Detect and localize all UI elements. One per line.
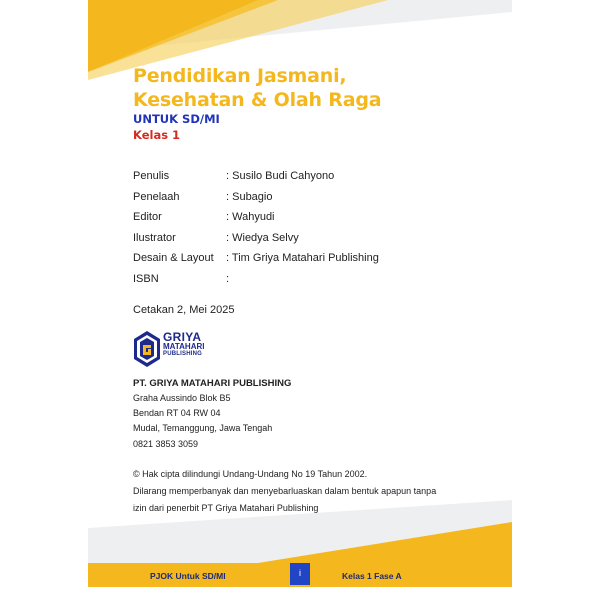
- publisher-address-line: Mudal, Temanggung, Jawa Tengah: [133, 423, 273, 434]
- logo-text-line-2: MATAHARI: [163, 342, 205, 351]
- logo-text-line-3: PUBLISHING: [163, 351, 203, 357]
- credit-value: :: [226, 272, 230, 285]
- credit-label: Ilustrator: [133, 231, 176, 244]
- publisher-logo-icon: [133, 330, 161, 368]
- copyright-notice: [133, 466, 493, 516]
- credit-row: [133, 269, 379, 290]
- credit-row: [133, 187, 379, 208]
- book-page: [88, 0, 512, 600]
- footer-grade: Kelas 1 Fase A: [342, 571, 402, 581]
- credit-label: Desain & Layout: [133, 252, 214, 265]
- credit-value: : Wahyudi: [226, 211, 275, 224]
- credit-row: [133, 228, 379, 249]
- credit-label: Penulis: [133, 170, 170, 183]
- publisher-address-line: Bendan RT 04 RW 04: [133, 408, 221, 419]
- footer-book-name: PJOK Untuk SD/MI: [150, 571, 226, 581]
- logo-text-line-1: GRIYA: [163, 330, 202, 344]
- credit-label: Editor: [133, 211, 162, 224]
- credit-row: [133, 248, 379, 269]
- publisher-logo: [133, 328, 233, 370]
- credit-value: : Susilo Budi Cahyono: [226, 170, 335, 183]
- publisher-address: [133, 376, 291, 452]
- credit-label: Penelaah: [133, 190, 180, 203]
- book-title-line-1: Pendidikan Jasmani,: [133, 65, 347, 87]
- publisher-phone: 0821 3853 3059: [133, 438, 199, 449]
- title-block: [133, 64, 381, 143]
- page-number: i: [290, 563, 310, 585]
- publisher-name: PT. GRIYA MATAHARI PUBLISHING: [133, 378, 292, 389]
- publisher-address-line: Graha Aussindo Blok B5: [133, 393, 231, 403]
- book-grade: Kelas 1: [133, 128, 181, 142]
- copyright-line: Dilarang memperbanyak dan menyebarluaskan dalam bentuk apapun tanpa: [133, 485, 437, 496]
- book-title-line-2: Kesehatan & Olah Raga: [133, 89, 382, 111]
- book-subtitle: UNTUK SD/MI: [133, 112, 220, 126]
- credit-row: [133, 166, 379, 187]
- copyright-line: © Hak cipta dilindungi Undang-Undang No 19 Tahun 2002.: [133, 469, 368, 479]
- credit-label: ISBN: [133, 272, 159, 285]
- copyright-line: izin dari penerbit PT Griya Matahari Publishing: [133, 502, 319, 513]
- edition-info: Cetakan 2, Mei 2025: [133, 304, 235, 316]
- credit-value: : Subagio: [226, 190, 273, 203]
- credit-value: : Tim Griya Matahari Publishing: [226, 252, 379, 265]
- credits-list: [133, 166, 379, 289]
- credit-value: : Wiedya Selvy: [226, 231, 299, 244]
- publisher-logo-text: [163, 331, 204, 357]
- credit-row: [133, 207, 379, 228]
